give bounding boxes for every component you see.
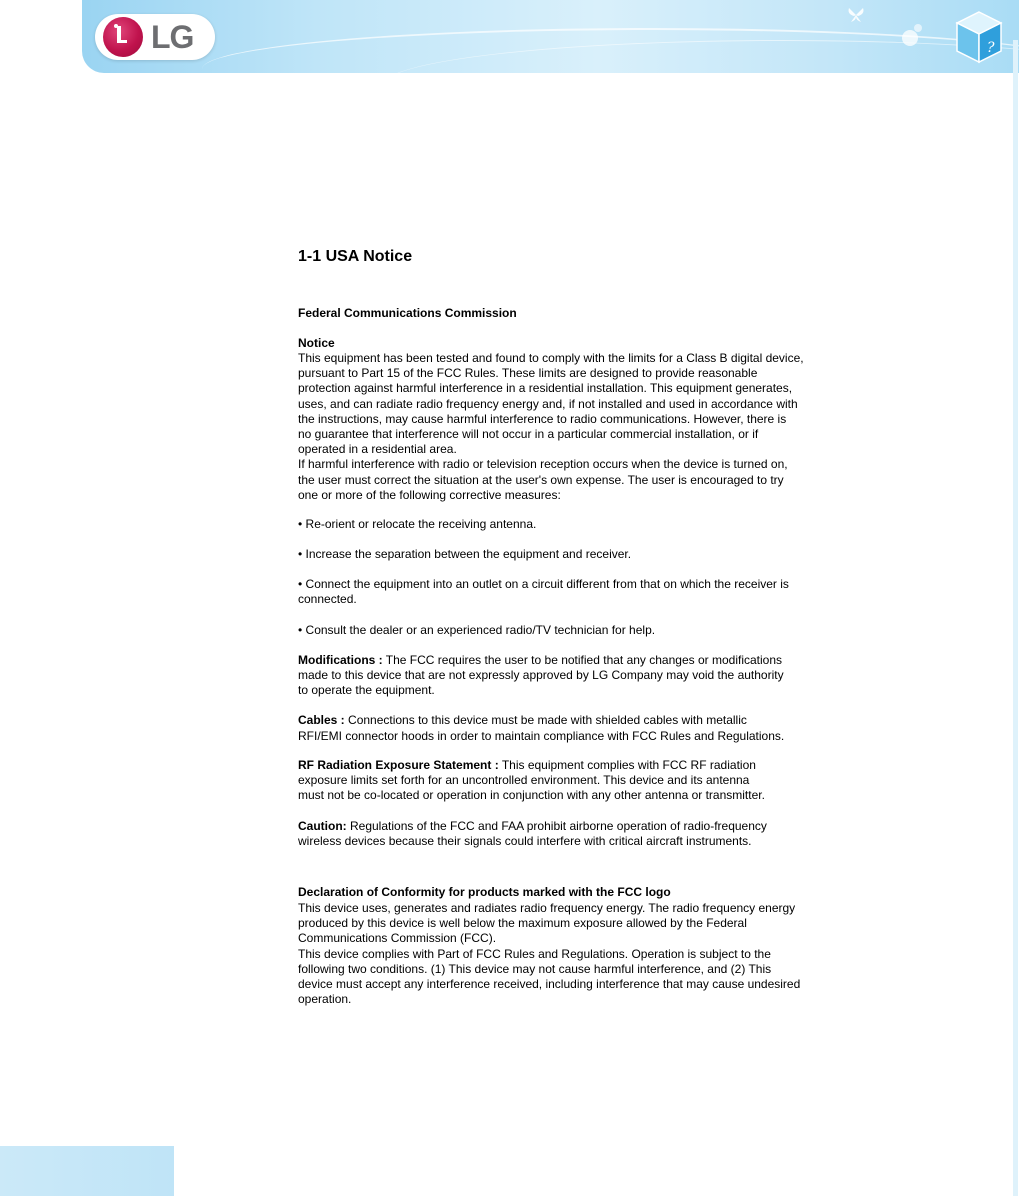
rf-exposure-label: RF Radiation Exposure Statement :: [298, 758, 499, 772]
rf-exposure-line: exposure limits set forth for an uncontrolled environment. This device and its antenna: [298, 773, 750, 788]
notice-line: This equipment has been tested and found to comply with the limits for a Class B digital device,: [298, 351, 804, 365]
rf-exposure-text: This equipment complies with FCC RF radiation: [498, 758, 756, 772]
cables-line: RFI/EMI connector hoods in order to maintain compliance with FCC Rules and Regulations.: [298, 729, 785, 744]
measure-line: • Connect the equipment into an outlet on a circuit different from that on which the receiver is: [298, 577, 789, 591]
modifications-line: made to this device that are not expressly approved by LG Company may void the authority: [298, 668, 784, 683]
measure-line: connected.: [298, 592, 357, 607]
declaration-line: produced by this device is well below the maximum exposure allowed by the Federal: [298, 916, 747, 931]
section-title: 1-1 USA Notice: [298, 248, 413, 265]
measure-item: • Consult the dealer or an experienced radio/TV technician for help.: [298, 623, 656, 637]
declaration-line: following two conditions. (1) This device may not cause harmful interference, and (2) This: [298, 961, 772, 976]
notice-line: the user must correct the situation at the user's own expense. The user is encouraged to try: [298, 472, 784, 487]
declaration-heading: Declaration of Conformity for products marked with the FCC logo: [298, 885, 671, 899]
modifications-text: The FCC requires the user to be notified that any changes or modifications: [382, 653, 782, 667]
notice-line: operated in a residential area.: [298, 442, 457, 457]
measure-item: • Increase the separation between the equipment and receiver.: [298, 547, 632, 561]
lg-logo-stroke-foot: [117, 40, 127, 43]
notice-line: protection against harmful interference in a residential installation. This equipment generates,: [298, 381, 793, 396]
modifications-line: to operate the equipment.: [298, 683, 435, 698]
modifications-paragraph: [298, 653, 838, 699]
caution-line: wireless devices because their signals could interfere with critical aircraft instruments.: [298, 834, 752, 849]
cables-text: Connections to this device must be made with shielded cables with metallic: [344, 713, 747, 727]
page-edge-decoration: [1013, 40, 1018, 1196]
butterfly-icon: [846, 5, 866, 25]
cables-paragraph: [298, 713, 838, 744]
bubble-small-icon: [914, 24, 922, 32]
notice-line: pursuant to Part 15 of the FCC Rules. These limits are designed to provide reasonable: [298, 366, 758, 381]
bubbles-icon: [902, 30, 918, 46]
caution-paragraph: [298, 819, 838, 849]
notice-line: uses, and can radiate radio frequency energy and, if not installed and used in accordance with: [298, 396, 798, 411]
rf-exposure-paragraph: [298, 758, 838, 804]
fcc-heading: Federal Communications Commission: [298, 306, 517, 320]
declaration-line: device must accept any interference received, including interference that may cause undesired: [298, 976, 801, 991]
modifications-label: Modifications :: [298, 653, 383, 667]
notice-line: one or more of the following corrective measures:: [298, 487, 561, 502]
rf-exposure-line: must not be co-located or operation in conjunction with any other antenna or transmitter.: [298, 788, 765, 803]
footer-tab: [0, 1146, 174, 1196]
lg-logo-text: LG: [151, 19, 194, 55]
declaration-line: This device uses, generates and radiates radio frequency energy. The radio frequency energy: [298, 901, 796, 915]
help-cube-icon[interactable]: [954, 10, 1004, 64]
measure-item: • Re-orient or relocate the receiving antenna.: [298, 517, 537, 531]
notice-line: If harmful interference with radio or television reception occurs when the device is turned on,: [298, 457, 788, 472]
declaration-text: [298, 901, 838, 1007]
header-banner: [82, 0, 1019, 73]
declaration-line: Communications Commission (FCC).: [298, 931, 497, 946]
measure-item: [298, 577, 838, 607]
cables-label: Cables :: [298, 713, 345, 727]
help-glyph: ?: [987, 40, 995, 56]
lg-logo-icon: [103, 17, 143, 57]
declaration-line: operation.: [298, 992, 352, 1007]
caution-label: Caution:: [298, 819, 347, 833]
notice-line: no guarantee that interference will not occur in a particular commercial installation, or if: [298, 426, 759, 441]
notice-heading: Notice: [298, 336, 335, 350]
declaration-line: This device complies with Part of FCC Rules and Regulations. Operation is subject to the: [298, 946, 771, 961]
notice-line: the instructions, may cause harmful interference to radio communications. However, there is: [298, 411, 787, 426]
notice-text: [298, 351, 838, 503]
caution-text: Regulations of the FCC and FAA prohibit airborne operation of radio-frequency: [346, 819, 767, 833]
